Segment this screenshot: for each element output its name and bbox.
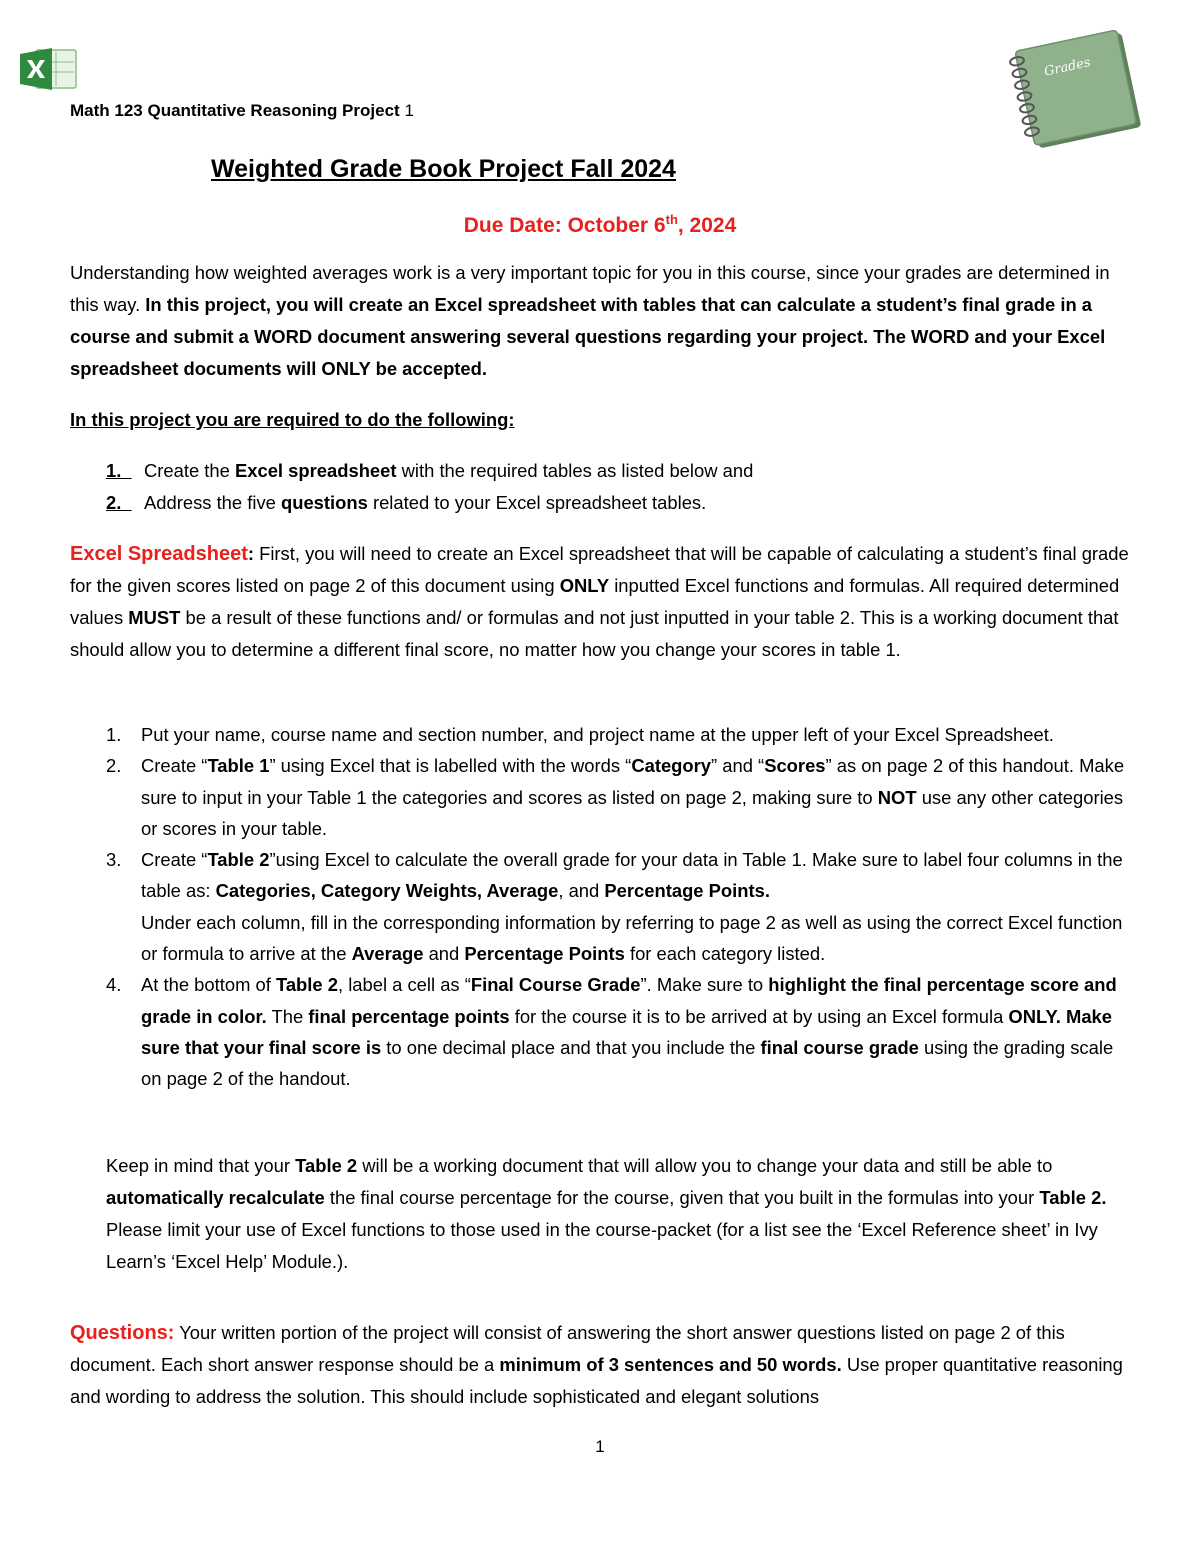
grades-logo-text: Grades	[1042, 55, 1092, 80]
project-number: 1	[404, 101, 414, 120]
steps-list	[106, 455, 753, 519]
list-item: 2. Create “Table 1” using Excel that is labelled with the words “Category” and “Scores” as on page 2 of this handout. Make sure to input in your Table 1 the categories and scores as listed on page 2, making sure to NOT use any other categories or scores in your table.	[106, 755, 1125, 839]
excel-spreadsheet-label: Excel Spreadsheet	[70, 543, 248, 565]
page-title: Weighted Grade Book Project Fall 2024	[211, 155, 676, 183]
questions-label: Questions:	[70, 1322, 175, 1344]
list-item: 4. At the bottom of Table 2, label a cell as “Final Course Grade”. Make sure to highlight the final percentage score and grade in color. The final percentage points for the course it is to be arrived at by using an Excel formula ONLY. Make sure that your final score is to one decimal place and that you include the final course grade using the grading scale on page 2 of the handout.	[106, 974, 1117, 1090]
course-name: Math 123 Quantitative Reasoning Project	[70, 101, 400, 120]
step-item: 1. Create the Excel spreadsheet with the required tables as listed below and	[106, 460, 754, 481]
step-item: 2. Address the five questions related to your Excel spreadsheet tables.	[106, 492, 707, 513]
due-date: Due Date: October 6th, 2024	[463, 212, 737, 237]
course-header	[70, 101, 414, 121]
excel-spreadsheet-paragraph: Excel Spreadsheet: First, you will need to create an Excel spreadsheet that will be capable of calculating a student’s final grade for the given scores listed on page 2 of this document using ONLY inputted Excel functions and formulas. All required determined values MUST be a result of these functions and/ or formulas and not just inputted in your table 2. This is a working document that should allow you to determine a different final score, no matter how you change your scores in table 1.	[70, 543, 1129, 660]
page-number: 1	[595, 1437, 605, 1456]
intro-paragraph: Understanding how weighted averages work is a very important topic for you in this course, since your grades are determined in this way. In this project, you will create an Excel spreadsheet with tables that can calculate a student’s final grade in a course and submit a WORD document answering several questions regarding your project. The WORD and your Excel spreadsheet documents will ONLY be accepted.	[70, 262, 1110, 379]
keep-in-mind-paragraph: Keep in mind that your Table 2 will be a working document that will allow you to change your data and still be able to automatically recalculate the final course percentage for the course, given that you built in the formulas into your Table 2. Please limit your use of Excel functions to those used in the course-packet (for a list see the ‘Excel Reference sheet’ in Ivy Learn’s ‘Excel Help’ Module.).	[106, 1155, 1107, 1272]
requirements-heading: In this project you are required to do the following:	[70, 409, 515, 430]
list-item: 1. Put your name, course name and section number, and project name at the upper left of your Excel Spreadsheet.	[106, 724, 1054, 745]
questions-paragraph: Questions: Your written portion of the project will consist of answering the short answer questions listed on page 2 of this document. Each short answer response should be a minimum of 3 sentences and 50 words. Use proper quantitative reasoning and wording to address the solution. This should include sophisticated and elegant solutions	[70, 1322, 1123, 1407]
grades-notebook-icon	[1002, 26, 1146, 152]
excel-logo-icon	[18, 46, 80, 92]
list-item: 3. Create “Table 2”using Excel to calculate the overall grade for your data in Table 1. Make sure to label four columns in the table as: Categories, Category Weights, Average, and Percentage Points. Under each column, fill in the corresponding information by referring to page 2 as well as using the correct Excel function or formula to arrive at the Average and Percentage Points for each category listed.	[106, 849, 1123, 965]
instructions-list	[106, 719, 1136, 1095]
